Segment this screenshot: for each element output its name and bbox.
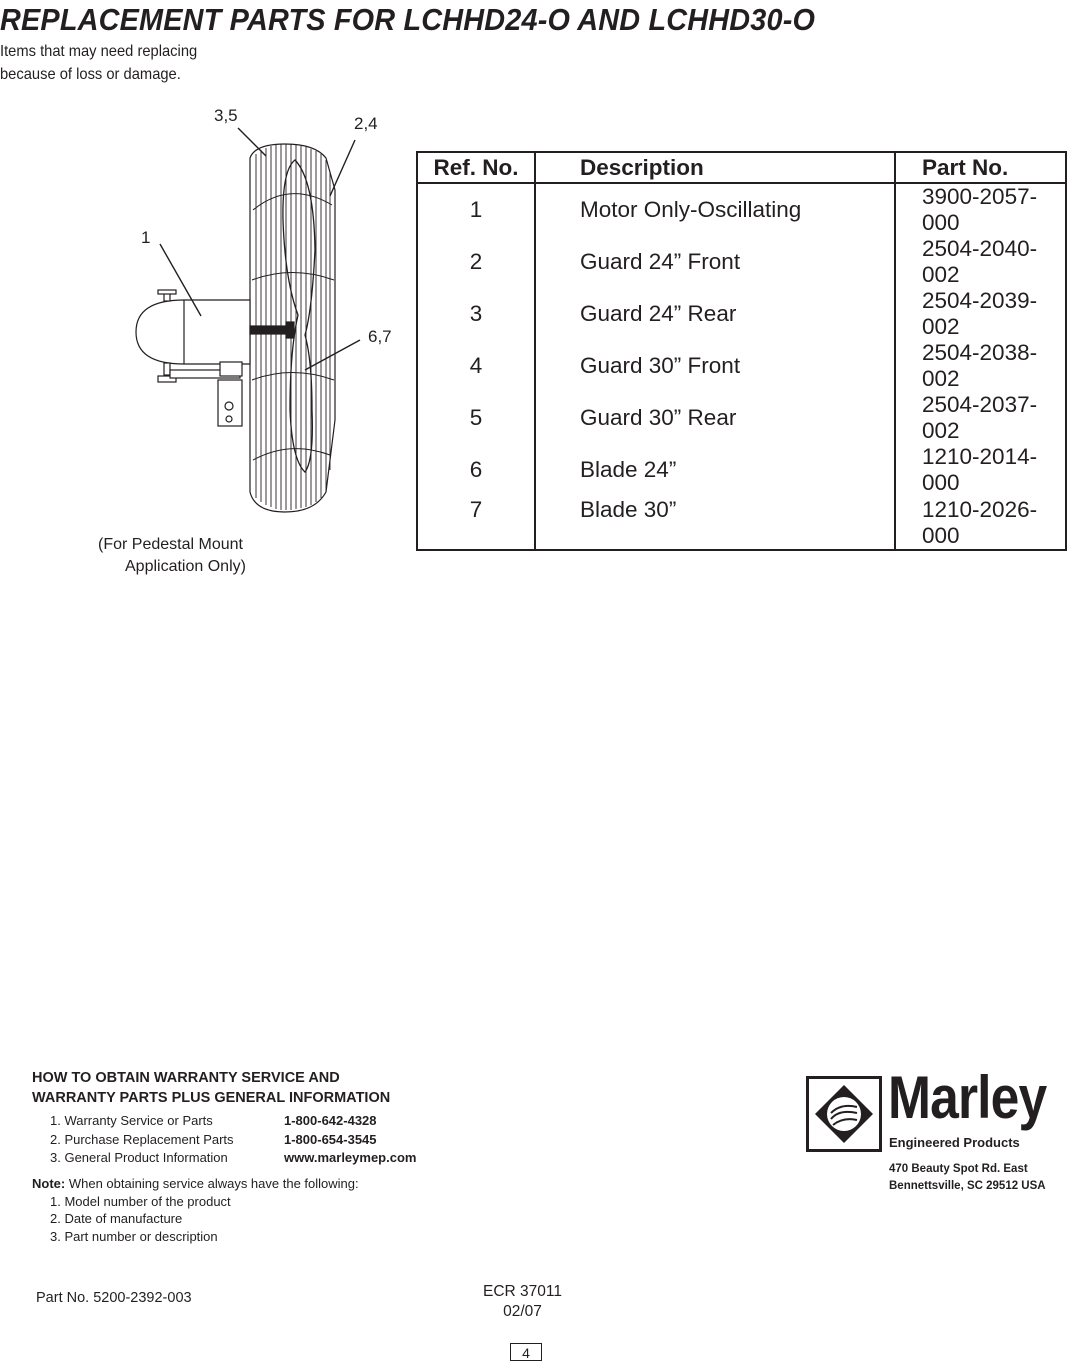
cell-ref-no: 7 (417, 496, 535, 550)
contact-list (32, 1112, 416, 1168)
cell-description: Guard 24” Rear (535, 288, 895, 340)
callout-3-5: 3,5 (214, 106, 238, 125)
pedestal-note-line-1: (For Pedestal Mount (98, 536, 243, 553)
cell-ref-no: 5 (417, 392, 535, 444)
cell-part-no: 2504-2040-002 (895, 236, 1066, 288)
contact-label: 3. General Product Information (50, 1150, 228, 1165)
callout-1: 1 (141, 228, 151, 247)
warranty-heading-line-2: WARRANTY PARTS PLUS GENERAL INFORMATION (32, 1090, 391, 1106)
callout-6-7: 6,7 (368, 327, 392, 346)
cell-part-no: 3900-2057-000 (895, 183, 1066, 236)
cell-ref-no: 3 (417, 288, 535, 340)
cell-part-no: 1210-2014-000 (895, 444, 1066, 496)
marley-emblem-icon (806, 1076, 882, 1152)
contact-label: 2. Purchase Replacement Parts (50, 1131, 234, 1147)
note-item: 1. Model number of the product (50, 1193, 231, 1209)
logo-tagline: Engineered Products (889, 1135, 1020, 1150)
note-label: Note: (32, 1175, 66, 1191)
cell-part-no: 1210-2026-000 (895, 496, 1066, 550)
table-row (417, 236, 1066, 288)
callout-2-4: 2,4 (354, 114, 378, 133)
page-number: 4 (510, 1343, 542, 1361)
cell-description: Guard 24” Front (535, 236, 895, 288)
subtitle-line-1: Items that may need replacing (0, 43, 198, 60)
contact-label: 1. Warranty Service or Parts (50, 1113, 213, 1128)
address-line-2: Bennettsville, SC 29512 USA (889, 1180, 1046, 1192)
warranty-heading (32, 1068, 416, 1108)
table-row (417, 444, 1066, 496)
cell-description: Guard 30” Rear (535, 392, 895, 444)
table-row (417, 288, 1066, 340)
cell-part-no: 2504-2037-002 (895, 392, 1066, 444)
fan-parts-diagram (100, 100, 420, 530)
note-text: When obtaining service always have the following: (68, 1175, 359, 1191)
table-row (417, 392, 1066, 444)
cell-part-no: 2504-2039-002 (895, 288, 1066, 340)
table-header-row (417, 152, 1066, 183)
table-row (417, 340, 1066, 392)
ecr-number: ECR 37011 (483, 1283, 562, 1300)
contact-item (32, 1149, 416, 1168)
note-item: 2. Date of manufacture (50, 1211, 183, 1226)
cell-ref-no: 4 (417, 340, 535, 392)
cell-description: Blade 24” (535, 444, 895, 496)
cell-ref-no: 1 (417, 183, 535, 236)
ecr-info (440, 1282, 605, 1322)
warranty-info (32, 1068, 416, 1245)
header-description: Description (535, 152, 895, 183)
document-part-number: Part No. 5200-2392-003 (36, 1290, 192, 1306)
pedestal-note-line-2: Application Only) (125, 558, 246, 575)
contact-value: 1-800-654-3545 (284, 1131, 377, 1147)
motor-housing (136, 300, 250, 364)
cell-description: Motor Only-Oscillating (535, 183, 895, 236)
ecr-date: 02/07 (503, 1303, 542, 1320)
website-link[interactable]: www.marleymep.com (284, 1150, 417, 1165)
cell-description: Blade 30” (535, 496, 895, 550)
table-row (417, 496, 1066, 550)
note-item: 3. Part number or description (50, 1228, 218, 1244)
contact-item (32, 1131, 416, 1150)
contact-value: 1-800-642-4328 (284, 1113, 377, 1128)
page-title: REPLACEMENT PARTS FOR LCHHD24-O AND LCHHD30-O (0, 2, 816, 37)
table-row (417, 183, 1066, 236)
service-note (32, 1175, 416, 1193)
header-part-no: Part No. (895, 152, 1066, 183)
header-ref-no: Ref. No. (417, 152, 535, 183)
pedestal-note (98, 534, 246, 578)
blade-outline (283, 160, 315, 472)
company-address (889, 1161, 1046, 1195)
subtitle-line-2: because of loss or damage. (0, 66, 181, 83)
cell-description: Guard 30” Front (535, 340, 895, 392)
contact-item (32, 1112, 416, 1131)
parts-table (416, 151, 1067, 551)
cell-part-no: 2504-2038-002 (895, 340, 1066, 392)
cell-ref-no: 6 (417, 444, 535, 496)
warranty-heading-line-1: HOW TO OBTAIN WARRANTY SERVICE AND (32, 1070, 340, 1086)
cell-ref-no: 2 (417, 236, 535, 288)
address-line-1: 470 Beauty Spot Rd. East (889, 1163, 1028, 1175)
logo-wordmark: Marley (888, 1064, 1047, 1131)
